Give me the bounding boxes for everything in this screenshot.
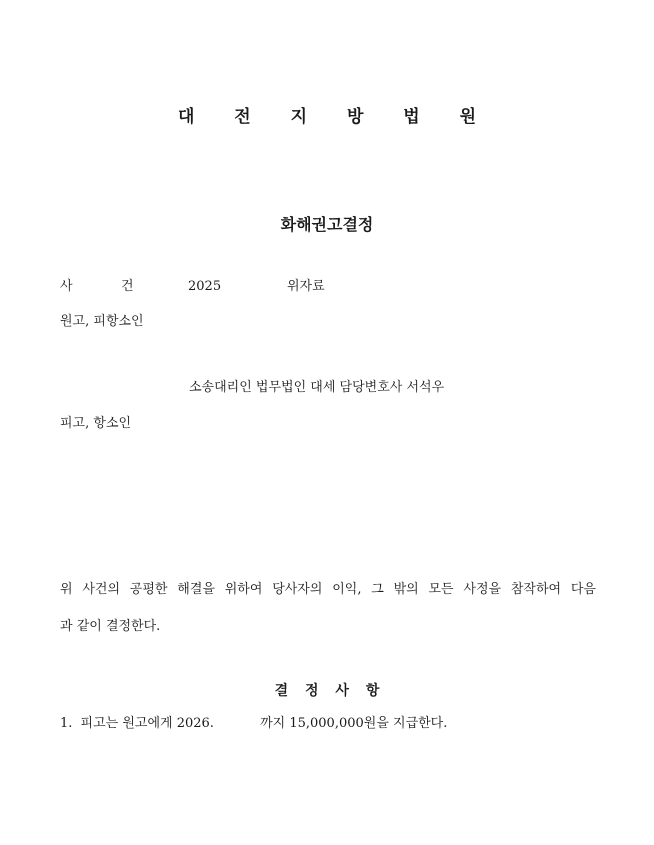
reasoning-line-1: 위 사건의 공평한 해결을 위하여 당사자의 이익, 그 밖의 모든 사정을 참작하여 다음 <box>60 582 596 597</box>
reasoning-line-2: 과 같이 결정한다. <box>60 619 161 634</box>
court-title: 대 전 지 방 법 원 <box>177 107 494 127</box>
document-title: 화해권고결정 <box>280 215 374 234</box>
decision-item-number: 1. <box>60 716 73 731</box>
case-number: 2025 <box>188 279 222 294</box>
case-name: 위자료 <box>287 279 325 294</box>
case-label-first-char: 사 <box>60 279 73 294</box>
defendant-line: 피고, 항소인 <box>60 416 132 431</box>
decision-heading: 결 정 사 항 <box>274 683 386 699</box>
decision-item-text-b: 까지 15,000,000원을 지급한다. <box>260 716 448 731</box>
case-label-second-char: 건 <box>121 279 134 294</box>
plaintiff-counsel-line: 소송대리인 법무법인 대세 담당변호사 서석우 <box>189 380 445 395</box>
decision-item <box>60 716 447 732</box>
plaintiff-line: 원고, 피항소인 <box>60 314 144 329</box>
decision-item-text-a: 피고는 원고에게 2026. <box>80 716 214 731</box>
